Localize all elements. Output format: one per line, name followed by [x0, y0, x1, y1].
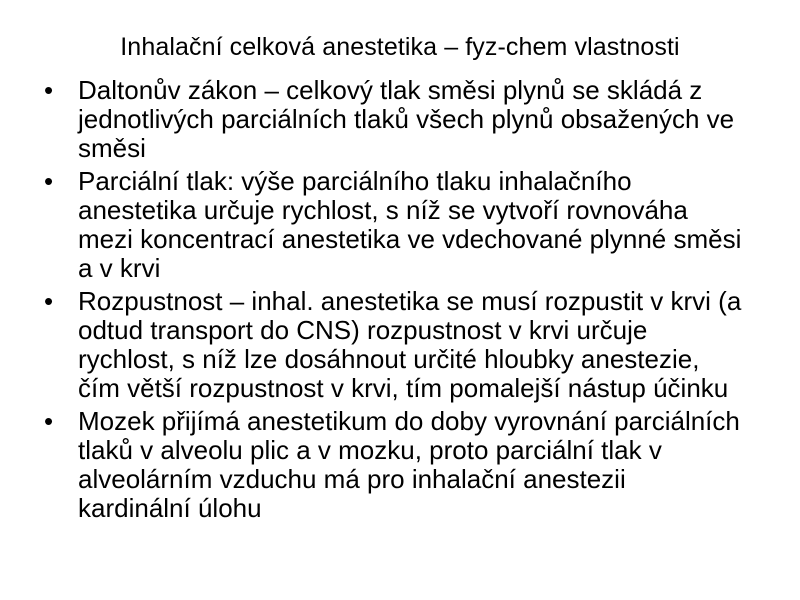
bullet-icon: •: [44, 75, 54, 105]
bullet-item-partial-pressure: [44, 167, 744, 283]
bullet-text: Rozpustnost – inhal. anestetika se musí rozpustit v krvi (a odtud transport do CNS) rozpustnost v krvi určuje rychlost, s níž lze dosáhnout určité hloubky anestezie, čím větší rozpustnost v krvi, tím pomalejší nástup účinku: [78, 286, 742, 403]
slide-title: Inhalační celková anestetika – fyz-chem vlastnosti: [120, 33, 680, 61]
bullet-text: Mozek přijímá anestetikum do doby vyrovnání parciálních tlaků v alveolu plic a v mozku, proto parciální tlak v alveolárním vzduchu má pro inhalační anestezii kardinální úlohu: [78, 406, 740, 523]
bullet-list: [44, 76, 744, 527]
bullet-text: Parciální tlak: výše parciálního tlaku inhalačního anestetika určuje rychlost, s níž se vytvoří rovnováha mezi koncentrací anestetika ve vdechované plynné směsi a v krvi: [78, 166, 742, 283]
bullet-icon: •: [44, 166, 54, 196]
bullet-item-dalton-law: [44, 76, 744, 163]
bullet-icon: •: [44, 406, 54, 436]
bullet-item-brain-uptake: [44, 407, 744, 523]
bullet-icon: •: [44, 286, 54, 316]
bullet-item-solubility: [44, 287, 744, 403]
bullet-text: Daltonův zákon – celkový tlak směsi plynů se skládá z jednotlivých parciálních tlaků všech plynů obsažených ve směsi: [78, 75, 735, 163]
